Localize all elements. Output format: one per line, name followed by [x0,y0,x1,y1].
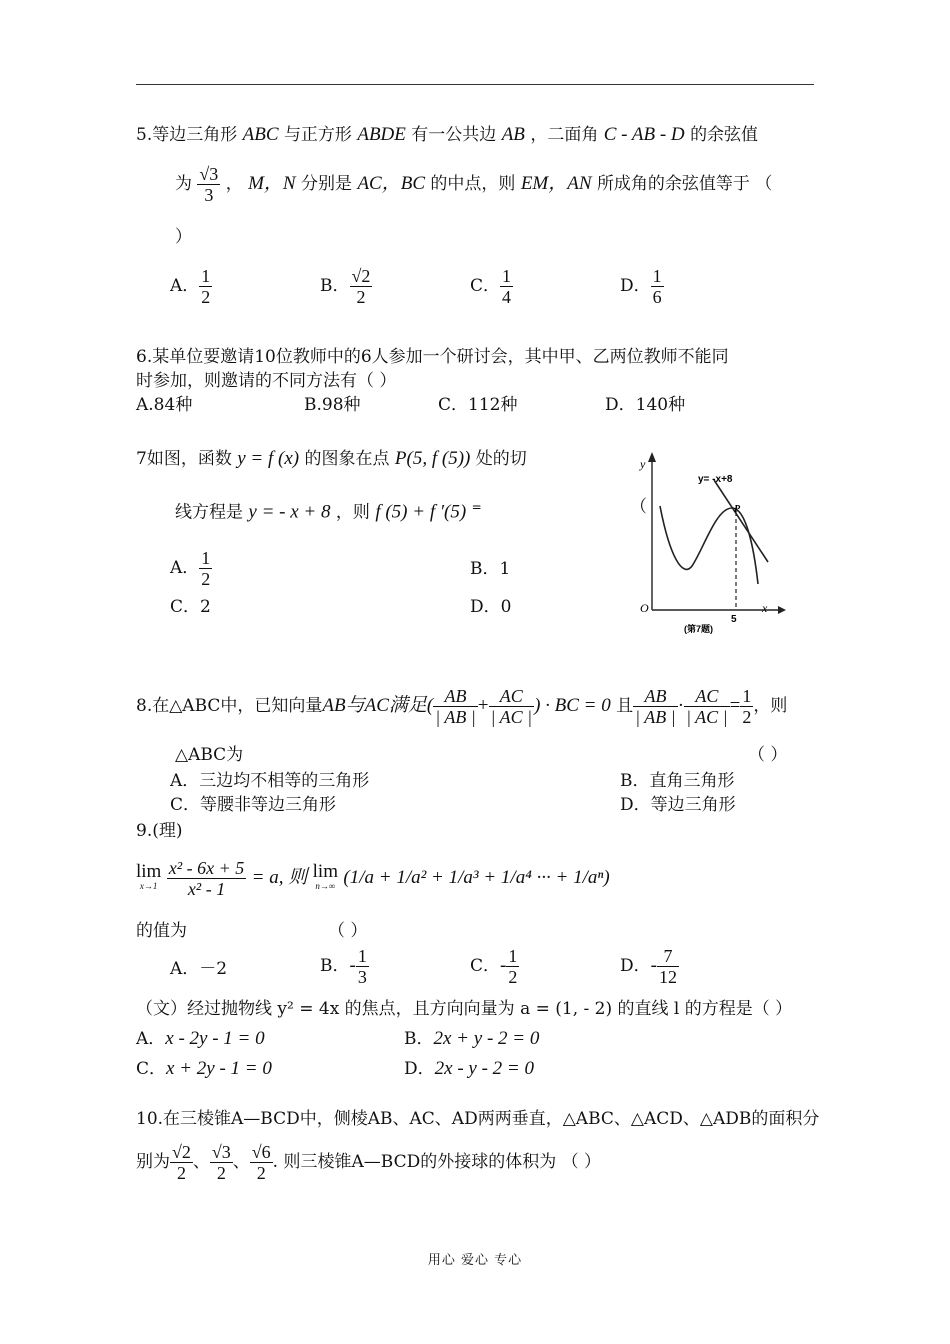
x-axis-label: x [762,601,768,615]
header-rule [136,84,814,85]
q9-option-b[interactable]: B．- $\frac{1}{3}$ [320,946,367,987]
q6-option-d[interactable]: D．140种 [605,395,686,415]
q8-option-b[interactable]: B．直角三角形 [620,771,735,791]
q7-function-graph [628,448,788,638]
q6-option-c[interactable]: C．112种 [438,395,518,415]
q7-option-b[interactable]: B．1 [470,559,511,579]
q9-wen-line: （文）经过抛物线 y² = 4x 的焦点，且方向向量为 a = (1, - 2) 的直线 l 的方程是（ ） [136,999,793,1019]
q8-option-c[interactable]: C．等腰非等边三角形 [170,795,337,815]
q6-option-a[interactable]: A.84种 [136,395,193,415]
q5-option-b[interactable]: B． $\frac{√2}{2}$ [320,266,371,307]
q10-line1: 10.在三棱锥A—BCD中，侧棱AB、AC、AD两两垂直，△ABC、△ACD、△ADB的面积分 [136,1109,820,1129]
q9-wen-option-d[interactable]: D．2x - y - 2 = 0 [404,1058,534,1079]
q7-line1: 7如图，函数 y = f (x) 的图象在点 P(5, f (5)) 处的切 [136,448,527,469]
q5-option-d[interactable]: D． $\frac{1}{6}$ [620,266,662,307]
q9-paren: （ ） [328,921,368,941]
x-axis-arrow [778,606,786,614]
q8-option-a[interactable]: A．三边均不相等的三角形 [170,771,370,791]
q6-line2: 时参加，则邀请的不同方法有（ ） [136,371,397,391]
q5-line2: 为 $\frac{√3}{3}$ ， M，N 分别是 AC，BC 的中点，则 EM，AN 所成角的余弦值等于 （ [175,164,773,205]
q5-option-a[interactable]: A． $\frac{1}{2}$ [170,266,211,307]
q9-option-d[interactable]: D．- $\frac{7}{12}$ [620,946,677,987]
tangent-label: y= -x+8 [698,474,733,485]
q9-head: 9.(理) [136,821,183,841]
page-footer: 用心 爱心 专心 [427,1253,523,1268]
q9-formula: lim x→1 $\frac{\text{x² - 6x + 5}}{\text{x² - 1}}$ = a, 则 lim n→∞ (1/a + 1/a² + 1/a³ + 1/a⁴ ··· + 1/aⁿ) [136,858,610,899]
q9-wen-option-b[interactable]: B．2x + y - 2 = 0 [404,1028,540,1049]
q7-line2: 线方程是 y = - x + 8 ，则 f (5) + f ′(5) = [175,500,482,523]
tangent-line [714,480,768,562]
figure-caption: (第7题) [684,624,713,634]
function-curve [660,506,758,584]
q6-option-b[interactable]: B.98种 [304,395,361,415]
q7-option-a[interactable]: A． $\frac{1}{2}$ [170,548,211,589]
q7-option-d[interactable]: D．0 [470,597,512,617]
q7-option-c[interactable]: C．2 [170,597,211,617]
tick-5-label: 5 [731,614,737,625]
q9-wen-option-c[interactable]: C．x + 2y - 1 = 0 [136,1058,272,1079]
q5-line1: 5.等边三角形 ABC 与正方形 ABDE 有一公共边 AB ，二面角 C - AB - D 的余弦值 [136,124,759,145]
q8-option-d[interactable]: D．等边三角形 [620,795,736,815]
q8-line2: △ABC为 [175,745,244,765]
q7-paren: （ [630,497,647,517]
origin-label: O [640,601,649,615]
q9-wen-option-a[interactable]: A．x - 2y - 1 = 0 [136,1028,265,1049]
y-axis-arrow [648,452,656,462]
sqrt3-over-3: $\frac{√3}{3}$ [199,164,219,205]
q9-tail: 的值为 [136,921,187,941]
q9-option-c[interactable]: C．- $\frac{1}{2}$ [470,946,518,987]
q9-option-a[interactable]: A．－2 [170,959,228,979]
q10-line2: 别为 $\frac{√2}{2}$ 、 $\frac{√3}{2}$ 、 $\frac{√6}{2}$ . 则三棱锥A—BCD的外接球的体积为 （ ） [136,1142,602,1183]
q8-line1: 8.在△ABC中，已知向量AB与AC满足( $\frac{AB}{| AB |}$ + $\frac{AC}{| AC |}$ ) · BC = 0 且 $\frac{AB}{| AB |}$ · $\frac{AC}{| AC |}$ = $\frac{1}{2}$ ，则 [136,686,788,727]
q5-line3: ） [175,227,192,247]
q5-option-c[interactable]: C． $\frac{1}{4}$ [470,266,512,307]
y-axis-label: y [640,457,646,471]
point-p-label: P [734,504,741,515]
q8-paren: （ ） [748,745,788,765]
q6-line1: 6.某单位要邀请10位教师中的6人参加一个研讨会，其中甲、乙两位教师不能同 [136,347,729,367]
